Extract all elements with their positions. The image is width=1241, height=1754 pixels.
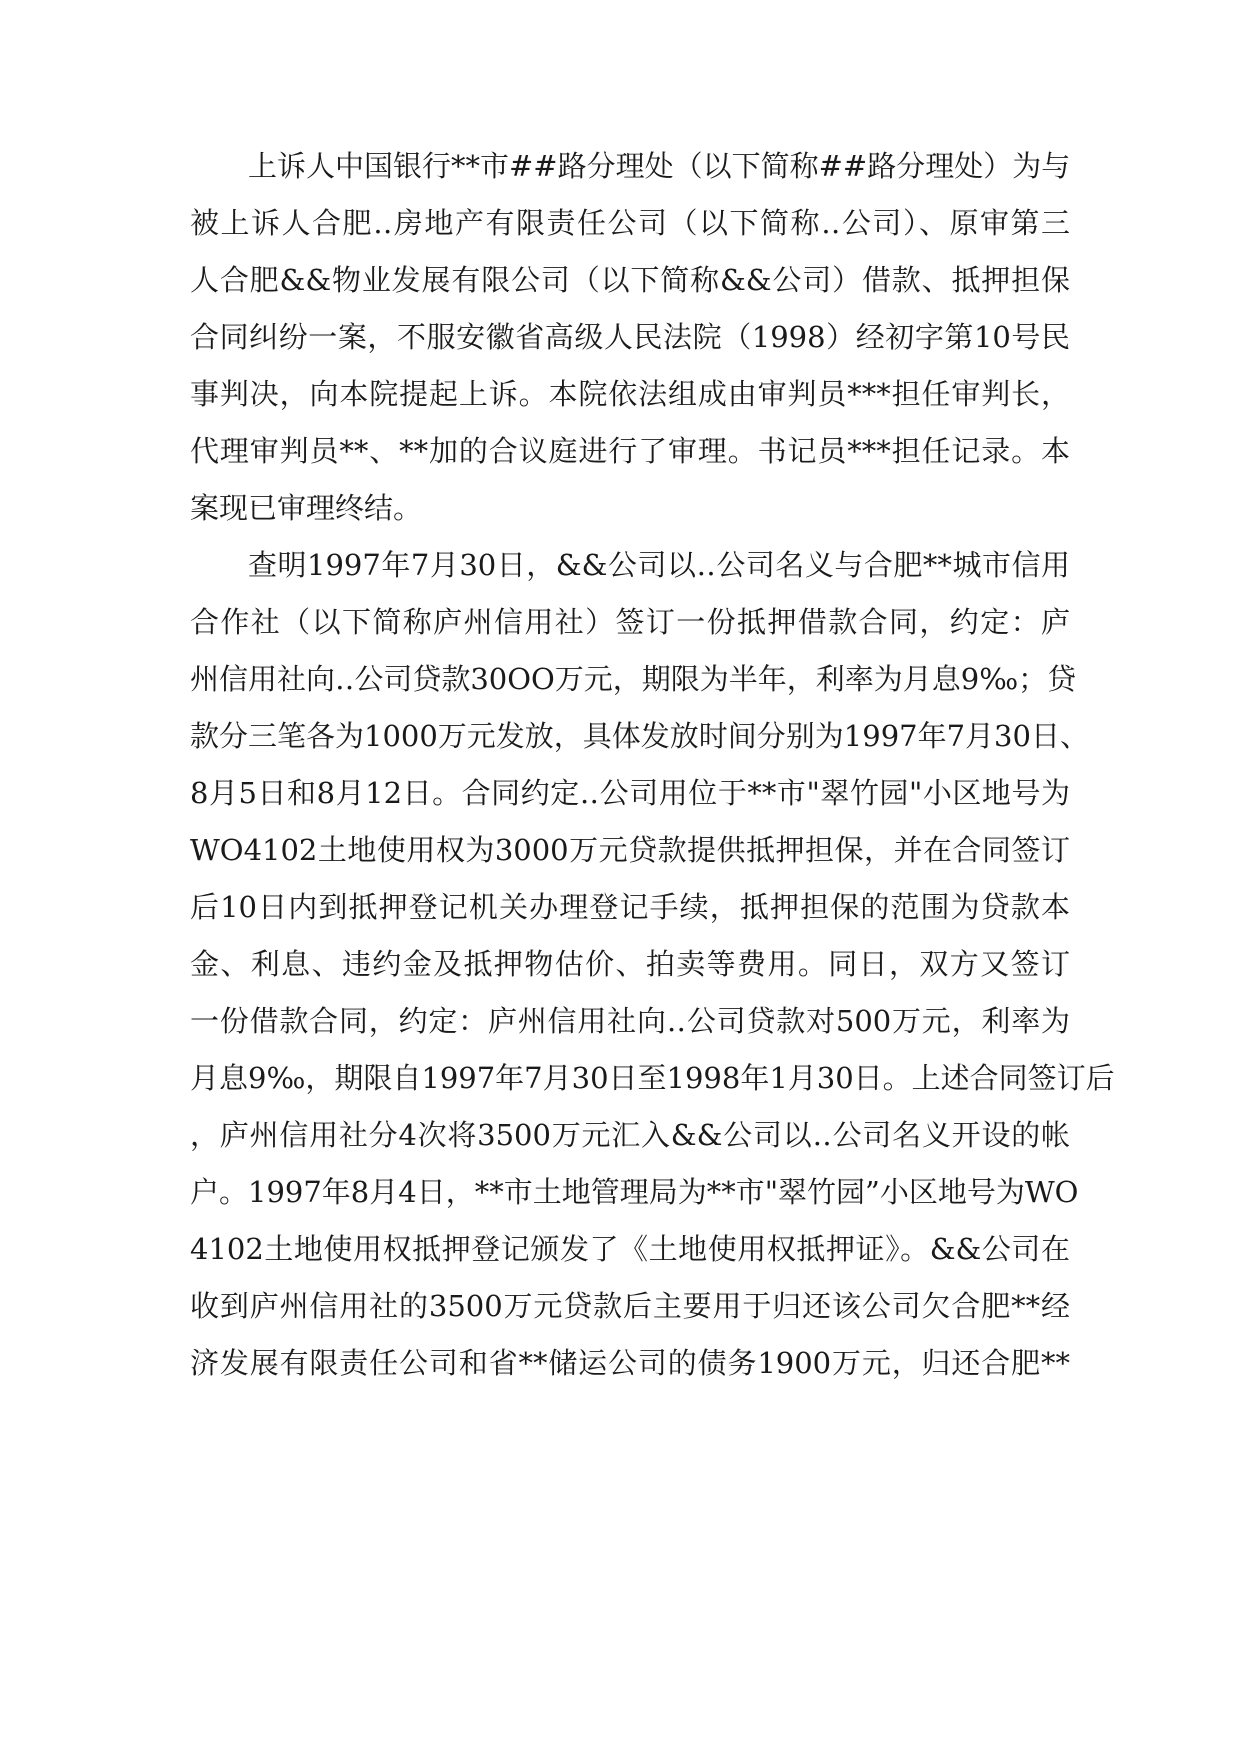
text-line: WO4102土地使用权为3000万元贷款提供抵押担保，并在合同签订 [190,833,1070,867]
text-line: 人合肥&&物业发展有限公司（以下简称&&公司）借款、抵押担保 [190,263,1070,297]
text-line: 4102土地使用权抵押登记颁发了《土地使用权抵押证》。&&公司在 [190,1232,1070,1266]
text-line: 户。1997年8月4日，**市土地管理局为**市"翠竹园”小区地号为WO [190,1175,1079,1209]
text-line: 上诉人中国银行**市##路分理处（以下简称##路分理处）为与 [248,149,1071,183]
text-line: 案现已审理终结。 [190,491,423,525]
text-line: 8月5日和8月12日。合同约定‥公司用位于**市"翠竹园"小区地号为 [190,776,1070,810]
text-line: 被上诉人合肥‥房地产有限责任公司（以下简称‥公司）、原审第三 [190,206,1070,240]
text-line: 后10日内到抵押登记机关办理登记手续，抵押担保的范围为贷款本 [190,890,1070,924]
text-line: 合同纠纷一案，不服安徽省高级人民法院（1998）经初字第10号民 [190,320,1070,354]
text-line: 代理审判员**、**加的合议庭进行了审理。书记员***担任记录。本 [190,434,1070,468]
text-line: 州信用社向‥公司贷款30OO万元，期限为半年，利率为月息9‰；贷 [190,662,1077,696]
text-line: 一份借款合同，约定：庐州信用社向‥公司贷款对500万元，利率为 [190,1004,1070,1038]
text-line: 合作社（以下简称庐州信用社）签订一份抵押借款合同，约定：庐 [190,605,1070,639]
text-line: ，庐州信用社分4次将3500万元汇入&&公司以‥公司名义开设的帐 [190,1118,1070,1152]
text-line: 月息9‰，期限自1997年7月30日至1998年1月30日。上述合同签订后 [190,1061,1115,1095]
text-line: 济发展有限责任公司和省**储运公司的债务1900万元，归还合肥** [190,1346,1070,1380]
text-line: 查明1997年7月30日，&&公司以‥公司名义与合肥**城市信用 [248,548,1070,582]
text-line: 金、利息、违约金及抵押物估价、拍卖等费用。同日，双方又签订 [190,947,1070,981]
text-line: 事判决，向本院提起上诉。本院依法组成由审判员***担任审判长， [190,377,1070,411]
text-line: 款分三笔各为1000万元发放，具体发放时间分别为1997年7月30日、 [190,719,1089,753]
text-line: 收到庐州信用社的3500万元贷款后主要用于归还该公司欠合肥**经 [190,1289,1070,1323]
